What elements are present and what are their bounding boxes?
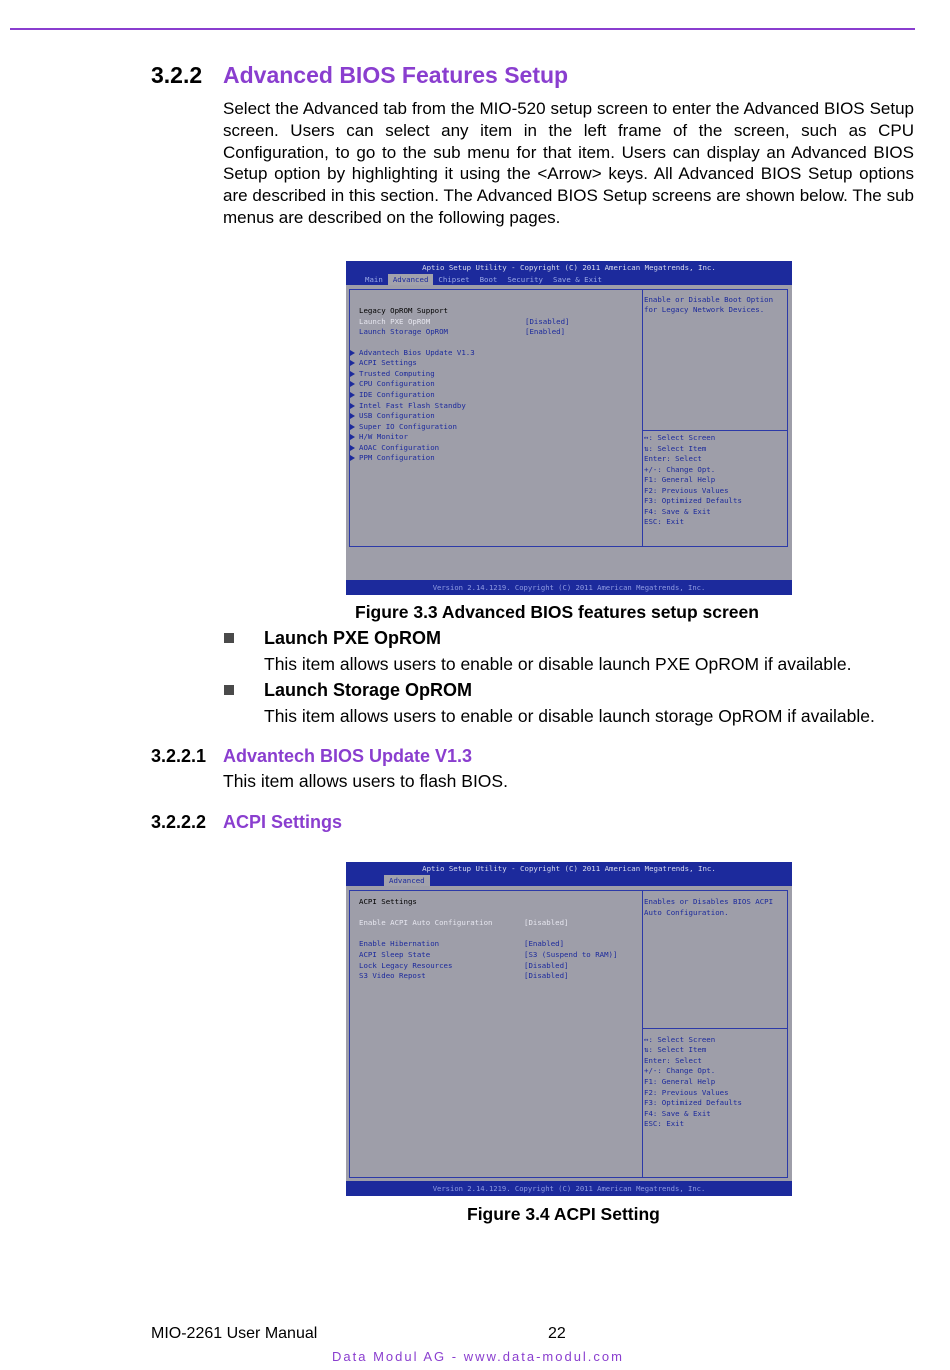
bios-left-frame — [349, 890, 643, 1178]
item-text: This item allows users to enable or disable launch storage OpROM if available. — [264, 706, 875, 726]
bios-option-label[interactable]: S3 Video Repost — [359, 971, 426, 980]
bios-menu-item[interactable]: CPU Configuration — [359, 379, 435, 388]
page-number: 22 — [548, 1325, 566, 1342]
bios-menu-item[interactable]: Super IO Configuration — [359, 422, 457, 431]
bios-key-hint: +/-: Change Opt. — [644, 1066, 716, 1075]
bios-help-text: Enable or Disable Boot Option — [644, 295, 774, 304]
bios-tab-save-exit[interactable]: Save & Exit — [553, 275, 602, 284]
bios-key-hint: +/-: Change Opt. — [644, 465, 716, 474]
bios-key-hint: ⇅: Select Item — [644, 444, 707, 453]
bios-tab-chipset[interactable]: Chipset — [438, 275, 470, 284]
submenu-arrow-icon — [350, 350, 355, 356]
bios-tabs — [360, 274, 607, 285]
bios-option-value[interactable]: [S3 (Suspend to RAM)] — [524, 950, 618, 959]
bios-key-hint: F1: General Help — [644, 1077, 716, 1086]
bios-option-label[interactable]: Lock Legacy Resources — [359, 961, 453, 970]
bios-footer: Version 2.14.1219. Copyright (C) 2011 American Megatrends, Inc. — [346, 580, 792, 595]
bios-menu-item[interactable]: H/W Monitor — [359, 432, 408, 441]
bios-menu-item[interactable]: Advantech Bios Update V1.3 — [359, 348, 475, 357]
brand-footer: Data Modul AG - www.data-modul.com — [332, 1349, 624, 1364]
bios-key-hint: F2: Previous Values — [644, 1088, 729, 1097]
bios-footer: Version 2.14.1219. Copyright (C) 2011 American Megatrends, Inc. — [346, 1181, 792, 1196]
submenu-arrow-icon — [350, 455, 355, 461]
bullet-square-icon — [224, 685, 234, 695]
subsection-heading — [151, 812, 342, 833]
figure-caption: Figure 3.3 Advanced BIOS features setup screen — [355, 602, 759, 622]
bios-help-text: Enables or Disables BIOS ACPI — [644, 897, 774, 906]
bios-option-value[interactable]: [Enabled] — [524, 939, 565, 948]
bios-help-separator — [642, 1028, 788, 1029]
submenu-arrow-icon — [350, 413, 355, 419]
bios-header-title: Aptio Setup Utility - Copyright (C) 2011 American Megatrends, Inc. — [422, 263, 716, 272]
subsection-title: ACPI Settings — [223, 812, 343, 832]
item-text: This item allows users to enable or disable launch PXE OpROM if available. — [264, 654, 852, 674]
bios-key-hint: F3: Optimized Defaults — [644, 496, 742, 505]
bios-key-hint: Enter: Select — [644, 1056, 702, 1065]
submenu-arrow-icon — [350, 371, 355, 377]
bios-menu-item[interactable]: AOAC Configuration — [359, 443, 440, 452]
submenu-arrow-icon — [350, 434, 355, 440]
bios-option-storage-label[interactable]: Launch Storage OpROM — [359, 327, 448, 336]
bios-tab-boot[interactable]: Boot — [479, 275, 498, 284]
item-title: Launch Storage OpROM — [264, 680, 473, 700]
bios-key-hint: ⇅: Select Item — [644, 1045, 707, 1054]
section-number: 3.2.2 — [151, 62, 203, 88]
subsection-text: This item allows users to flash BIOS. — [223, 771, 508, 791]
submenu-arrow-icon — [350, 392, 355, 398]
bios-tab-main[interactable]: Main — [365, 275, 383, 284]
bios-screen-advanced — [346, 261, 792, 595]
bios-key-hint: F2: Previous Values — [644, 486, 729, 495]
subsection-title: Advantech BIOS Update V1.3 — [223, 746, 473, 766]
header-rule — [10, 28, 915, 30]
bios-key-hint: ESC: Exit — [644, 1119, 685, 1128]
bios-option-label[interactable]: Enable ACPI Auto Configuration — [359, 918, 493, 927]
bios-group-title: Legacy OpROM Support — [359, 306, 448, 315]
bios-help-separator — [642, 430, 788, 431]
bios-tabs — [384, 875, 430, 886]
bios-menu-item[interactable]: IDE Configuration — [359, 390, 435, 399]
bios-key-hint: F4: Save & Exit — [644, 1109, 711, 1118]
figure-caption: Figure 3.4 ACPI Setting — [467, 1204, 660, 1224]
intro-paragraph: Select the Advanced tab from the MIO-520 setup screen to enter the Advanced BIOS Setup screen. Users can select any item in the left frame of the screen, such as CPU Configuration, to go to the sub menu for that item. Users can display an Advanced BIOS Setup option by highlighting it using the <Arrow> keys. All Advanced BIOS Setup options are described in this section. The Advanced BIOS Setup screens are shown below. The sub menus are described on the following pages. — [223, 99, 914, 227]
bios-right-frame — [642, 890, 788, 1178]
bios-key-hint: Enter: Select — [644, 454, 702, 463]
bios-header-title: Aptio Setup Utility - Copyright (C) 2011 American Megatrends, Inc. — [422, 864, 716, 873]
bios-key-hint: ↔: Select Screen — [644, 1035, 716, 1044]
bios-key-hint: F1: General Help — [644, 475, 716, 484]
bios-key-hint: ESC: Exit — [644, 517, 685, 526]
bios-help-text: for Legacy Network Devices. — [644, 305, 765, 314]
bios-menu-item[interactable]: USB Configuration — [359, 411, 435, 420]
bios-menu-item[interactable]: Intel Fast Flash Standby — [359, 401, 466, 410]
section-heading — [151, 62, 568, 89]
bios-key-hint: ↔: Select Screen — [644, 433, 716, 442]
subsection-number: 3.2.2.1 — [151, 746, 207, 766]
bios-option-value[interactable]: [Disabled] — [524, 918, 569, 927]
section-title: Advanced BIOS Features Setup — [223, 62, 569, 88]
bios-option-label[interactable]: Enable Hibernation — [359, 939, 440, 948]
submenu-arrow-icon — [350, 360, 355, 366]
bios-screen-acpi — [346, 862, 792, 1196]
submenu-arrow-icon — [350, 424, 355, 430]
bios-tab-security[interactable]: Security — [507, 275, 543, 284]
bios-option-label[interactable]: ACPI Sleep State — [359, 950, 431, 959]
bios-tab-advanced[interactable]: Advanced — [384, 875, 430, 886]
subsection-heading — [151, 746, 472, 767]
bios-option-storage-value[interactable]: [Enabled] — [525, 327, 566, 336]
bios-menu-item[interactable]: PPM Configuration — [359, 453, 435, 462]
submenu-arrow-icon — [350, 381, 355, 387]
bios-tab-advanced[interactable]: Advanced — [388, 274, 434, 285]
bios-option-pxe-label[interactable]: Launch PXE OpROM — [359, 317, 431, 326]
bios-option-value[interactable]: [Disabled] — [524, 961, 569, 970]
bios-key-hint: F4: Save & Exit — [644, 507, 711, 516]
bios-key-hint: F3: Optimized Defaults — [644, 1098, 742, 1107]
bios-option-value[interactable]: [Disabled] — [524, 971, 569, 980]
submenu-arrow-icon — [350, 445, 355, 451]
bullet-square-icon — [224, 633, 234, 643]
bios-menu-item[interactable]: Trusted Computing — [359, 369, 435, 378]
manual-title: MIO-2261 User Manual — [151, 1325, 318, 1342]
bios-help-text: Auto Configuration. — [644, 908, 729, 917]
submenu-arrow-icon — [350, 403, 355, 409]
bios-menu-item[interactable]: ACPI Settings — [359, 358, 417, 367]
bios-group-title: ACPI Settings — [359, 897, 417, 906]
subsection-number: 3.2.2.2 — [151, 812, 207, 832]
bios-option-pxe-value[interactable]: [Disabled] — [525, 317, 570, 326]
item-title: Launch PXE OpROM — [264, 628, 442, 648]
